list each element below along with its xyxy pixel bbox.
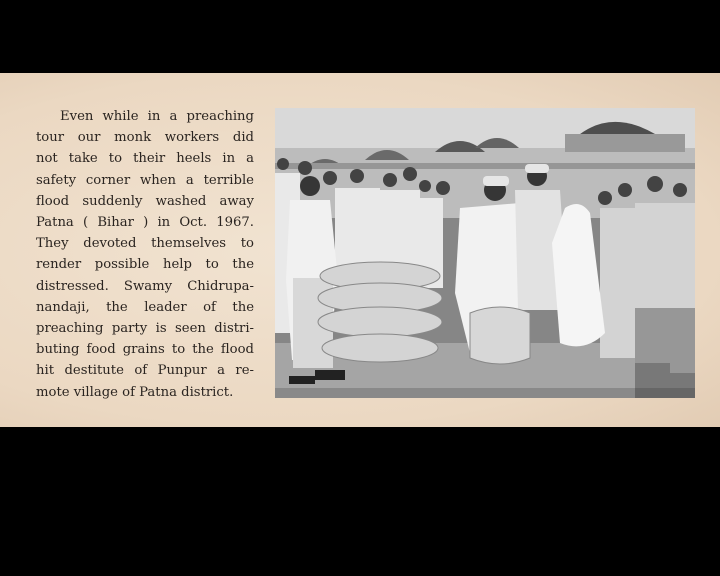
caption-line: distressed. Swamy Chidrupa- [36, 278, 254, 294]
caption-line: Patna ( Bihar ) in Oct. 1967. [36, 215, 254, 231]
magazine-page [0, 73, 720, 427]
caption-line: not take to their heels in a [36, 151, 254, 167]
caption-line: tour our monk workers did [36, 130, 254, 146]
caption-line: mote village of Patna district. [36, 384, 234, 400]
caption-line: hit destitute of Punpur a re- [36, 363, 254, 379]
photo-caption-text [36, 106, 254, 403]
caption-line: They devoted themselves to [36, 236, 254, 252]
caption-line: render possible help to the [36, 257, 254, 273]
flood-relief-photograph-icon [275, 108, 695, 398]
caption-line: safety corner when a terrible [36, 172, 254, 188]
caption-line: flood suddenly washed away [36, 193, 254, 209]
caption-line: buting food grains to the flood [36, 342, 254, 358]
caption-line: preaching party is seen distri- [36, 321, 254, 337]
caption-line: Even while in a preaching [60, 109, 254, 124]
faded-page-footer [320, 406, 660, 414]
caption-line: nandaji, the leader of the [36, 299, 254, 315]
